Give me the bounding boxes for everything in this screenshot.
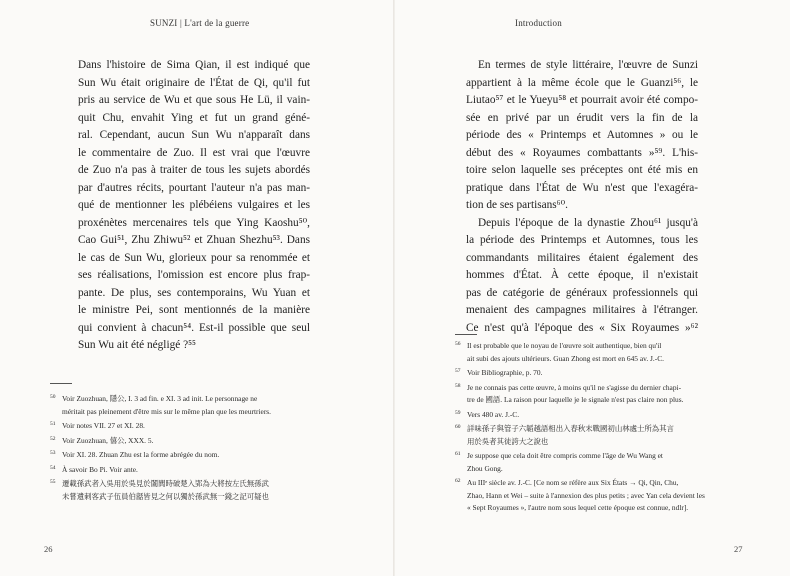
footnote-line: ait subi des ajouts ultérieurs. Guan Zhong est mort en 645 av. J.-C. — [467, 353, 664, 363]
text-line: sée en privé par un érudit vers la fin de la — [466, 111, 698, 124]
right-page — [395, 0, 790, 576]
footnote-rule — [455, 334, 477, 335]
text-line: pris au service de Wu et que sous He Lü, il vain- — [78, 94, 310, 106]
text-line: appartient à la même école que le Guanzi⁵⁶, le — [466, 76, 698, 89]
text-line: En termes de style littéraire, l'œuvre de Sunzi — [478, 59, 698, 71]
footnote — [50, 435, 335, 448]
footnote-line: Au IIIᵉ siècle av. J.-C. [Ce nom se réfère aux Six États → Qi, Qin, Chu, — [467, 478, 679, 487]
footnote-number: 62 — [455, 478, 461, 484]
footnote — [455, 450, 725, 475]
text-line: pratique dans l'État de Wu n'est que l'exagéra- — [466, 181, 698, 194]
footnote-line: Voir Zuozhuan, 僖公, XXX. 5. — [62, 435, 154, 445]
text-line: Depuis l'époque de la dynastie Zhou⁶¹ jusqu'à — [478, 216, 698, 229]
running-head-right: Introduction — [515, 18, 562, 28]
footnote-number: 61 — [455, 451, 461, 457]
left-footnotes — [50, 393, 335, 505]
footnote-line: 遷載孫武者入吳用於吳見於闔閭時破楚入郢為大將按左氏無孫武 — [62, 479, 269, 488]
text-line: Ce n'est qu'à l'époque des « Six Royaumes »⁶² — [466, 321, 698, 334]
text-line: par d'autres récits, pourtant l'auteur n'a pas man- — [78, 181, 310, 194]
footnote-line: méritait pas pleinement d'être mis sur le même plan que les meurtriers. — [62, 406, 272, 416]
footnote — [50, 478, 335, 503]
footnote-number: 57 — [455, 368, 461, 374]
text-line: qué de mentionner les plébéiens vulgaires et les — [78, 199, 310, 211]
running-head-left: SUNZI | L'art de la guerre — [150, 18, 250, 28]
text-line: tion de ses partisans⁶⁰. — [466, 199, 568, 211]
footnote-number: 50 — [50, 394, 56, 400]
footnote-line: 用於吳者其徒誇大之說也 — [467, 436, 549, 446]
footnote-line: Je suppose que cela doit être compris comme l'âge de Wu Wang et — [467, 451, 663, 460]
footnote-line: « Sept Royaumes », l'autre nom sous lequel cette époque est connue, ndlr]. — [467, 503, 689, 512]
footnote-line: À savoir Bo Pi. Voir ante. — [62, 464, 138, 474]
text-line: toire selon laquelle ses préceptes ont été mis en — [466, 164, 698, 176]
footnote — [50, 393, 335, 418]
text-line: pante. De plus, ses contemporains, Wu Yuan et — [78, 286, 310, 299]
footnote-line: Zhao, Hann et Wei – suite à l'annexion des plus petits ; avec Yan cela devient les — [467, 490, 705, 500]
footnote-line: tre de 國語. La raison pour laquelle je le signale n'est pas claire non plus. — [467, 395, 684, 404]
page-number-left: 26 — [44, 544, 53, 554]
text-line: Cao Gui⁵¹, Zhu Zhiwu⁵² et Zhuan Shezhu⁵³. Dans — [78, 234, 310, 246]
text-line: période des « Printemps et Automnes » ou le — [466, 129, 698, 141]
footnote — [455, 409, 725, 422]
text-line: hommes d'État. À cette époque, il n'existait — [466, 269, 698, 281]
text-line: qui convient à chacun⁵⁴. Est-il possible que seul — [78, 321, 310, 334]
footnote-number: 58 — [455, 382, 461, 389]
footnote-number: 56 — [455, 341, 461, 347]
footnote — [50, 420, 335, 433]
text-line: début des « Royaumes combattants »⁵⁹. L'his- — [466, 146, 698, 159]
text-line: commandants militaires étaient également des — [466, 251, 698, 264]
footnote — [455, 423, 725, 448]
footnote — [50, 449, 335, 462]
right-body-text — [466, 57, 698, 337]
footnote-line: 詳味孫子與管子六韜越語相出入春秋末戰國初山林處士所為其言 — [467, 424, 674, 433]
text-line: Dans l'histoire de Sima Qian, il est indiqué que — [78, 59, 310, 71]
footnote-line: Voir notes VII. 27 et XI. 28. — [62, 421, 145, 430]
footnote-number: 59 — [455, 409, 461, 416]
footnote-number: 60 — [455, 424, 461, 430]
footnote — [455, 367, 725, 380]
footnote-line: Il est probable que le noyau de l'œuvre soit authentique, bien qu'il — [467, 341, 662, 350]
footnote-number: 52 — [50, 435, 56, 442]
text-line: ral. Cependant, aucun Sun Wu n'apparaît dans — [78, 129, 310, 141]
text-line: pas de catégorie de généraux professionnels qui — [466, 286, 698, 299]
footnote-number: 53 — [50, 450, 56, 456]
text-line: menaient des campagnes militaires à l'étranger. — [466, 304, 698, 316]
footnote-line: Voir Bibliographie, p. 70. — [467, 368, 543, 377]
text-line: le cas de Sun Wu, glorieux pour sa renommée et — [78, 251, 310, 264]
footnote-line: Voir Zuozhuan, 隱公, I. 3 ad fin. e XI. 3 ad init. Le personnage ne — [62, 394, 258, 403]
text-line: Sun Wu ait été négligé ?⁵⁵ — [78, 339, 196, 351]
footnote — [455, 382, 725, 407]
footnote-number: 54 — [50, 464, 56, 471]
footnote — [455, 477, 725, 515]
text-line: proxénètes mercenaires tels que Ying Kaoshu⁵⁰, — [78, 216, 310, 229]
text-line: quit Chu, envahit Ying et fut un grand géné- — [78, 111, 310, 124]
text-line: de Zuo n'a pas à traiter de tous les sujets abordés — [78, 164, 310, 176]
footnote-line: Zhou Gong. — [467, 463, 503, 473]
footnote-line: 未嘗遺刺客武子伍員伯嚭皆見之何以獨於孫武無一錢之記可疑也 — [62, 491, 269, 501]
text-line: ses réalisations, l'omission est encore plus frap- — [78, 269, 310, 281]
right-footnotes — [455, 340, 725, 517]
page-number-right: 27 — [734, 544, 743, 554]
left-body-paragraph — [78, 57, 310, 355]
footnote-number: 55 — [50, 479, 56, 485]
text-line: la période des Printemps et Automnes, tous les — [466, 234, 698, 246]
footnote-rule — [50, 383, 72, 384]
text-line: le commentaire de Zuo. Il est vrai que l'œuvre — [78, 146, 310, 159]
text-line: Sun Wu était originaire de l'État de Qi, qu'il fut — [78, 76, 310, 89]
footnote-line: Je ne connais pas cette œuvre, à moins qu'il ne s'agisse du dernier chapi- — [467, 382, 682, 392]
footnote — [455, 340, 725, 365]
footnote-line: Voir XI. 28. Zhuan Zhu est la forme abrégée du nom. — [62, 450, 220, 459]
footnote-number: 51 — [50, 421, 56, 427]
text-line: Liutao⁵⁷ et le Yueyu⁵⁸ et pourrait avoir été compo- — [466, 94, 698, 106]
footnote — [50, 464, 335, 477]
footnote-line: Vers 480 av. J.-C. — [467, 409, 520, 419]
text-line: le ministre Pei, sont mentionnés de la manière — [78, 304, 310, 316]
